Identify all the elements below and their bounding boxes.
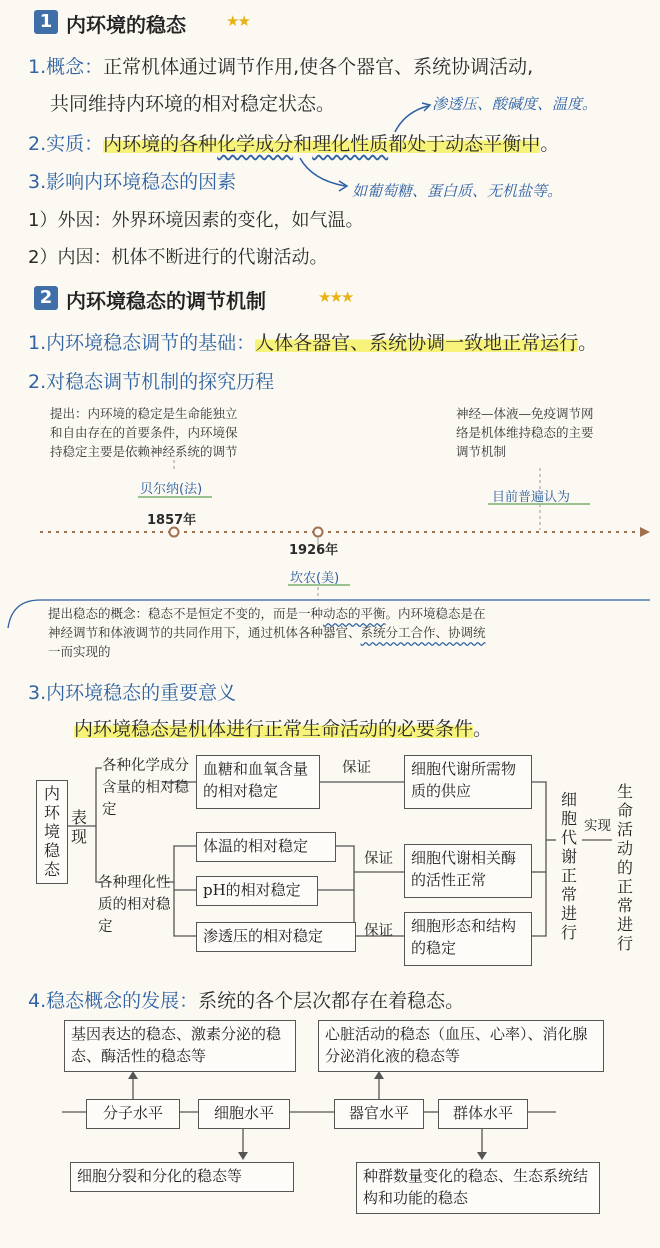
dev-box-population: 种群数量变化的稳态、生态系统结构和功能的稳态 bbox=[356, 1162, 600, 1214]
dev-box-cellular: 细胞分裂和分化的稳态等 bbox=[70, 1162, 294, 1192]
essence-text-a: 内环境的各种 bbox=[103, 133, 218, 155]
essence-phys-underline: 理化性质 bbox=[312, 133, 389, 155]
arrow-to-note2 bbox=[300, 158, 345, 186]
section-badge-1: 1 bbox=[34, 10, 58, 34]
factors-title: 3.影响内环境稳态的因素 bbox=[28, 171, 237, 193]
concept-line-2: 共同维持内环境的相对稳定状态。 bbox=[50, 93, 336, 115]
cannon-text-1a: 提出稳态的概念：稳态不是恒定不变的，而是一种 bbox=[48, 606, 324, 621]
bernard-name: 贝尔纳(法) bbox=[140, 482, 203, 497]
modern-text bbox=[456, 404, 646, 461]
basis-highlight: 人体各器官、系统协调一致地正常运行 bbox=[255, 332, 579, 354]
flow-result-structure: 细胞形态和结构的稳定 bbox=[404, 912, 532, 966]
cannon-text-1b: 。内环境稳态是在 bbox=[385, 606, 486, 621]
cannon-text-3: 一而实现的 bbox=[48, 644, 111, 659]
development-title: 4.稳态概念的发展： bbox=[28, 990, 199, 1012]
flow-phys-label: 各种理化性质的相对稳定 bbox=[98, 875, 171, 935]
level-molecular: 分子水平 bbox=[86, 1099, 180, 1129]
modern-text-1: 神经—体液—免疫调节网 bbox=[456, 406, 594, 421]
importance-stars-2: ★★★ bbox=[318, 288, 353, 306]
development-line bbox=[28, 986, 464, 1013]
year-1857: 1857年 bbox=[147, 513, 197, 528]
significance-highlight: 内环境稳态是机体进行正常生命活动的必要条件 bbox=[74, 718, 474, 740]
flow-guarantee-1: 保证 bbox=[342, 760, 371, 776]
basis-end: 。 bbox=[578, 332, 598, 354]
cannon-text-1u: 动态的平衡 bbox=[323, 606, 386, 621]
timeline-node-1857 bbox=[170, 528, 179, 537]
essence-text-b: 和 bbox=[293, 133, 313, 155]
flow-box-blood: 血糖和血氧含量的相对稳定 bbox=[196, 755, 320, 809]
flow-chem-label: 各种化学成分含量的相对稳定 bbox=[102, 758, 189, 818]
significance-end: 。 bbox=[473, 718, 493, 740]
modern-label: 目前普遍认为 bbox=[492, 490, 571, 505]
handwritten-arrows bbox=[0, 0, 660, 240]
cannon-text-2u: 系统分工合作、协调统 bbox=[360, 625, 486, 640]
flow-expression-label: 表现 bbox=[70, 808, 87, 846]
cannon-name: 坎农(美) bbox=[290, 571, 340, 586]
flow-result-supply: 细胞代谢所需物质的供应 bbox=[404, 755, 532, 809]
flow-guarantee-2: 保证 bbox=[364, 851, 393, 867]
dev-box-molecular: 基因表达的稳态、激素分泌的稳态、酶活性的稳态等 bbox=[64, 1020, 296, 1072]
section-title-2: 内环境稳态的调节机制 bbox=[66, 289, 266, 313]
cannon-text-2 bbox=[48, 623, 648, 642]
bernard-text bbox=[50, 404, 320, 461]
essence-end: 。 bbox=[540, 133, 560, 155]
development-text: 系统的各个层次都存在着稳态。 bbox=[198, 990, 465, 1012]
flow-root-box: 内环境稳态 bbox=[36, 780, 68, 884]
history-title: 2.对稳态调节机制的探究历程 bbox=[28, 371, 275, 393]
level-population: 群体水平 bbox=[438, 1099, 528, 1129]
handwritten-note-2: 如葡萄糖、蛋白质、无机盐等。 bbox=[352, 182, 563, 200]
flow-life-label: 生命活动的正常进行 bbox=[616, 782, 633, 953]
flow-box-osmotic: 渗透压的相对稳定 bbox=[196, 922, 356, 952]
section-badge-2: 2 bbox=[34, 286, 58, 310]
essence-chem-underline: 化学成分 bbox=[217, 133, 294, 155]
cannon-text bbox=[48, 604, 648, 661]
level-organ: 器官水平 bbox=[334, 1099, 424, 1129]
flow-box-ph: pH的相对稳定 bbox=[196, 876, 318, 906]
flow-realize-label: 实现 bbox=[584, 818, 611, 834]
arrow-to-note1 bbox=[395, 106, 428, 132]
timeline-node-1926 bbox=[314, 528, 323, 537]
concept-text-1: 正常机体通过调节作用,使各个器官、系统协调活动, bbox=[103, 56, 534, 78]
modern-text-2: 络是机体维持稳态的主要 bbox=[456, 425, 594, 440]
modern-text-3: 调节机制 bbox=[456, 444, 507, 459]
section-title-1: 内环境的稳态 bbox=[66, 13, 186, 37]
flow-box-temperature: 体温的相对稳定 bbox=[196, 832, 336, 862]
essence-text-c: 都处于动态平衡中 bbox=[388, 133, 541, 155]
importance-stars-1: ★★ bbox=[226, 12, 249, 30]
factor-external: 1）外因：外界环境因素的变化，如气温。 bbox=[28, 210, 364, 231]
flow-guarantee-3: 保证 bbox=[364, 923, 393, 939]
level-cellular: 细胞水平 bbox=[198, 1099, 290, 1129]
basis-line bbox=[28, 328, 597, 355]
bernard-text-2: 和自由存在的首要条件，内环境保 bbox=[50, 425, 238, 440]
bernard-text-1: 提出：内环境的稳定是生命能独立 bbox=[50, 406, 238, 421]
cannon-text-2a: 神经调节和体液调节的共同作用下，通过机体各种器官、 bbox=[48, 625, 361, 640]
flow-metabolism-label: 细胞代谢正常进行 bbox=[560, 790, 577, 942]
cannon-text-1 bbox=[48, 604, 648, 623]
year-1926: 1926年 bbox=[289, 543, 339, 558]
significance-statement bbox=[74, 714, 492, 741]
flow-result-enzyme: 细胞代谢相关酶的活性正常 bbox=[404, 844, 532, 898]
basis-label: 1.内环境稳态调节的基础： bbox=[28, 332, 256, 354]
bernard-text-3: 持稳定主要是依赖神经系统的调节 bbox=[50, 444, 238, 459]
handwritten-note-1: 渗透压、酸碱度、温度。 bbox=[432, 95, 598, 113]
timeline-arrowhead bbox=[640, 527, 650, 537]
factor-internal: 2）内因：机体不断进行的代谢活动。 bbox=[28, 247, 328, 268]
dev-box-organ: 心脏活动的稳态（血压、心率）、消化腺分泌消化液的稳态等 bbox=[318, 1020, 604, 1072]
essence-label: 2.实质： bbox=[28, 133, 104, 155]
concept-label: 1.概念： bbox=[28, 56, 104, 78]
significance-title: 3.内环境稳态的重要意义 bbox=[28, 682, 237, 704]
